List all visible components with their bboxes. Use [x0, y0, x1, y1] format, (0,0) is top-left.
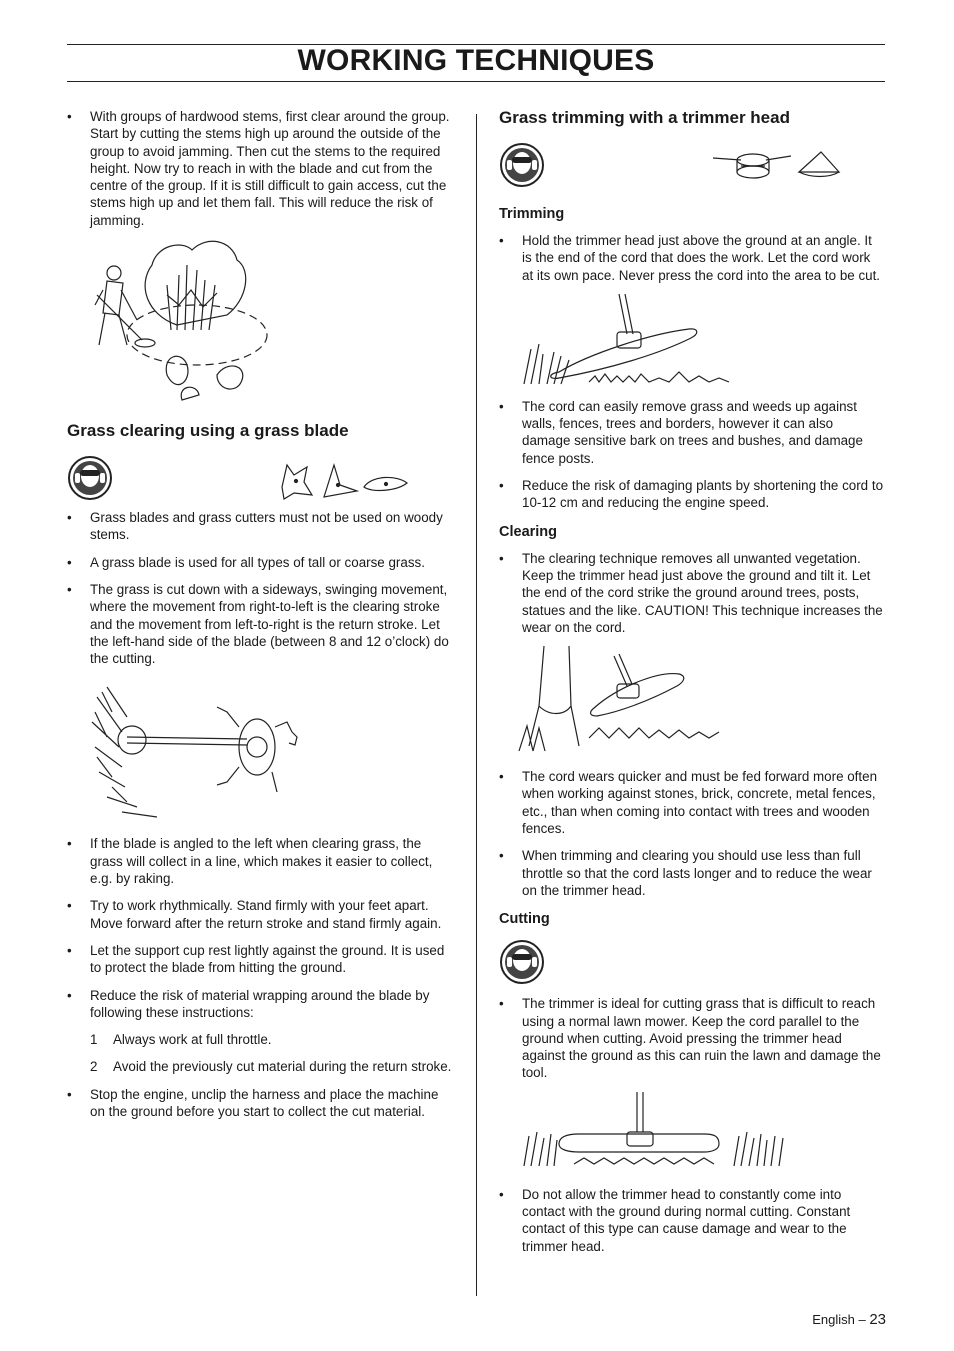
bullet-constant-contact: • Do not allow the trimmer head to constantly come into contact with the ground during normal cutting. Constant contact of this type can cause damage and wear to the trimmer head.	[499, 1186, 851, 1254]
eye-ear-protection-icon	[499, 939, 545, 985]
footer-language: English	[812, 1312, 855, 1327]
heading-clearing: Clearing	[499, 523, 558, 540]
cutting-icon-row	[499, 939, 885, 989]
step-avoid-material: 2 Avoid the previously cut material during the return stroke.	[90, 1059, 452, 1075]
bullet-clearing-technique: • The clearing technique removes all unwanted vegetation. Keep the trimmer head just above the ground and tilt it. Let the end of the cord strike the ground around trees, posts, statues and the like. CAUTION! This technique increases the wear on the cord.	[499, 550, 883, 635]
page-number: 23	[869, 1311, 886, 1328]
left-column	[67, 108, 453, 1130]
bullet-wrapping: • Reduce the risk of material wrapping around the blade by following these instructions:	[67, 987, 430, 1020]
bullet-hardwood: • With groups of hardwood stems, first clear around the group. Start by cutting the stems high up around the outside of the group to avoid jamming. Then cut the stems to the required height. Now try to reach in with the blade and cut from the centre of the group. If it is still difficult to gain access, cut the stems high up and let them fall. This will reduce the risk of jamming.	[67, 109, 450, 228]
bullet-walls-fences: • The cord can easily remove grass and weeds up against walls, fences, trees and borders, however it can also damage sensitive bark on trees and bushes, and damage fence posts.	[499, 398, 863, 466]
bullet-stop-engine: • Stop the engine, unclip the harness and place the machine on the ground before you start to collect the cut material.	[67, 1086, 439, 1120]
bullet-coarse-grass: • A grass blade is used for all types of tall or coarse grass.	[67, 554, 425, 570]
trimming-angle-illustration	[499, 294, 885, 390]
bullet-cutting-ideal: • The trimmer is ideal for cutting grass that is difficult to reach using a normal lawn mower. Keep the cord parallel to the ground when cutting. Avoid pressing the trimmer head against the ground as this can ruin the lawn and damage the tool.	[499, 996, 881, 1081]
heading-cutting: Cutting	[499, 911, 550, 928]
bullet-cord-wear: • The cord wears quicker and must be fed forward more often when working against stones, brick, concrete, metal fences, etc., than when coming into contact with trees and wooden fences.	[499, 769, 878, 837]
grass-blade-icon-row	[67, 455, 453, 505]
bullet-support-cup: • Let the support cup rest lightly against the ground. It is used to protect the blade from hitting the ground.	[67, 942, 445, 976]
right-column	[499, 108, 885, 1265]
hardwood-clearing-illustration	[67, 235, 453, 405]
step-full-throttle: 1 Always work at full throttle.	[90, 1032, 272, 1048]
bullet-less-throttle: • When trimming and clearing you should use less than full throttle so that the cord lasts longer and to reduce the wear on the trimmer head.	[499, 848, 872, 898]
eye-ear-protection-icon	[67, 455, 113, 501]
heading-trimming: Trimming	[499, 206, 565, 222]
page-title: WORKING TECHNIQUES	[297, 44, 655, 77]
footer-dash: –	[858, 1312, 866, 1327]
grass-blade-swing-illustration	[67, 677, 453, 827]
eye-ear-protection-icon	[499, 142, 545, 188]
bullet-sideways-swing: • The grass is cut down with a sideways, swinging movement, where the movement from right-to-left is the clearing stroke and the movement from left-to-right is the return stroke. Let the left-hand side of the blade (between 8 and 12 o’clock) do the cutting.	[67, 581, 449, 667]
trimmer-head-icon	[711, 144, 851, 190]
bullet-woody-stems: • Grass blades and grass cutters must not be used on woody stems.	[67, 510, 443, 543]
page-footer	[812, 1311, 886, 1328]
header-rule-bottom	[67, 81, 885, 82]
grass-blade-types-icon	[272, 457, 412, 503]
bullet-shorten-cord: • Reduce the risk of damaging plants by shortening the cord to 10-12 cm and reducing the engine speed.	[499, 478, 884, 511]
heading-grass-clearing: Grass clearing using a grass blade	[67, 421, 349, 441]
cutting-parallel-illustration	[499, 1092, 885, 1172]
column-divider	[476, 114, 477, 1296]
bullet-blade-angled: • If the blade is angled to the left when clearing grass, the grass will collect in a line, which makes it easier to collect, e.g. by raking.	[67, 836, 433, 887]
bullet-rhythm: • Try to work rhythmically. Stand firmly with your feet apart. Move forward after the return stroke and stand firmly again.	[67, 898, 442, 931]
heading-grass-trimming: Grass trimming with a trimmer head	[499, 108, 790, 127]
bullet-trim-angle: • Hold the trimmer head just above the ground at an angle. It is the end of the cord that does the work. Let the cord work at its own pace. Never press the cord into the area to be cut.	[499, 233, 881, 283]
clearing-tree-illustration	[499, 646, 885, 756]
trimmer-icon-row	[499, 142, 885, 192]
